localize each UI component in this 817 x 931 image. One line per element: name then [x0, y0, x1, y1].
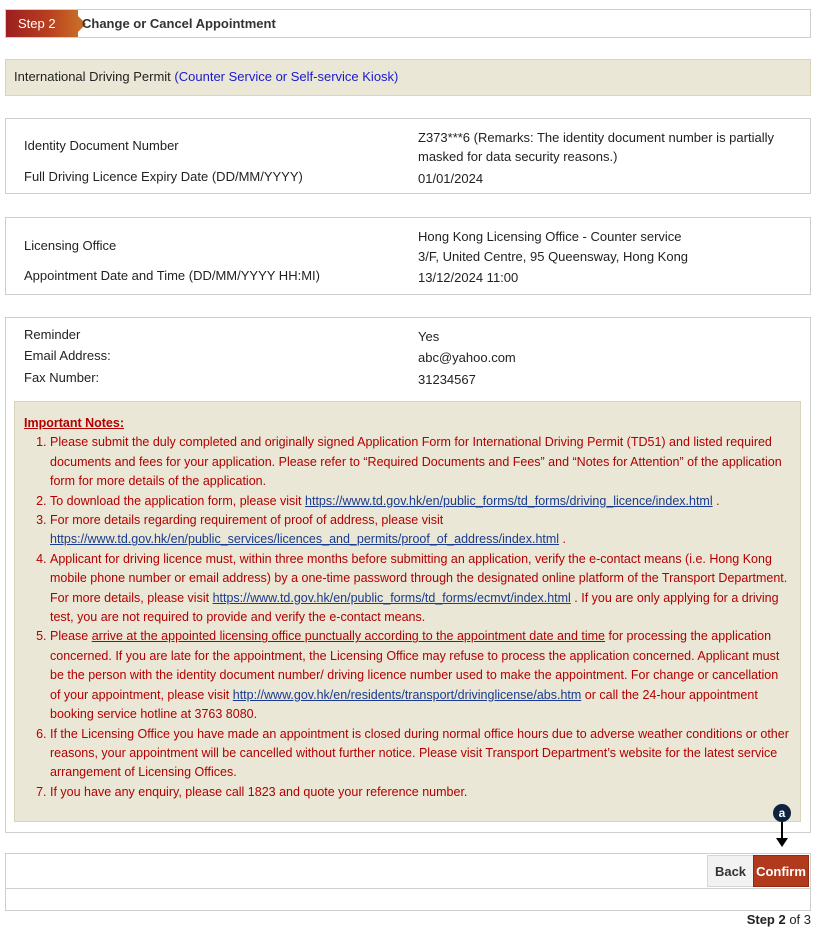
office-label: Licensing Office: [24, 238, 117, 253]
reminder-value: Yes: [418, 329, 440, 344]
note-item: 3. For more details regarding requirement of proof of address, please visit https://www.td.gov.hk/en/public_services/licences_and_permits/proof_of_address/index.html .: [50, 511, 790, 550]
email-value: abc@yahoo.com: [418, 350, 516, 365]
note-item: 5. Please arrive at the appointed licensing office punctually according to the appointment date and time for processing the application concerned. If you are late for the appointment, the Licensing Office may refuse to process the application concerned. Applicant must be the person with the identity document number/ driving licence number used to make the appointment. For change or cancellation of your appointment, please visit http://www.gov.hk/en/residents/transport/drivinglicense/abs.htm or call the 24-hour appointment booking service hotline at 3763 8080.: [50, 627, 790, 724]
reminder-label: Reminder: [24, 327, 81, 342]
service-bar: [5, 59, 811, 96]
page-title: Change or Cancel Appointment: [82, 16, 276, 31]
arrow-down-icon: [776, 838, 788, 847]
notes-list: [24, 433, 790, 802]
datetime-label: Appointment Date and Time (DD/MM/YYYY HH:MI): [24, 268, 320, 283]
service-mode: (Counter Service or Self-service Kiosk): [174, 69, 399, 84]
booking-service-link[interactable]: http://www.gov.hk/en/residents/transport/drivinglicense/abs.htm: [232, 687, 582, 702]
button-bar: [5, 853, 811, 889]
step-header: [5, 9, 811, 38]
service-name: International Driving Permit: [14, 69, 171, 84]
expiry-label: Full Driving Licence Expiry Date (DD/MM/YYYY): [24, 169, 303, 184]
notes-title: Important Notes:: [24, 416, 124, 430]
fax-label: Fax Number:: [24, 370, 100, 385]
note-item: 2. To download the application form, please visit https://www.td.gov.hk/en/public_forms/td_forms/driving_licence/index.html .: [50, 492, 790, 511]
identity-panel: [5, 118, 811, 194]
note-item: 7. If you have any enquiry, please call 1823 and quote your reference number.: [50, 783, 790, 802]
important-notes: [14, 401, 801, 822]
note-item: 4. Applicant for driving licence must, within three months before submitting an application, verify the e-contact means (i.e. Hong Kong mobile phone number or email address) by a one-time password through the designated online platform of the Transport Department. For more details, please visit https://www.td.gov.hk/en/public_forms/td_forms/ecmvt/index.html . If you are only applying for a driving test, you are not required to provide and verify the e-contact means.: [50, 550, 790, 628]
datetime-value: 13/12/2024 11:00: [418, 270, 519, 285]
note-item: 1. Please submit the duly completed and originally signed Application Form for International Driving Permit (TD51) and listed required documents and fees for your application. Please refer to “Required Documents and Fees” and “Notes for Attention” of the application form for more details of the application.: [50, 433, 790, 491]
id-doc-label: Identity Document Number: [24, 138, 179, 153]
annotation-marker: a: [773, 804, 791, 822]
ecmvt-link[interactable]: https://www.td.gov.hk/en/public_forms/td_forms/ecmvt/index.html: [212, 590, 571, 605]
step-progress: Step 2 of 3: [746, 912, 811, 927]
office-value-1: Hong Kong Licensing Office - Counter service: [418, 229, 682, 244]
expiry-value: 01/01/2024: [418, 171, 484, 186]
step-tag: Step 2: [6, 10, 78, 37]
back-button[interactable]: Back: [707, 855, 754, 887]
application-form-link[interactable]: https://www.td.gov.hk/en/public_forms/td_forms/driving_licence/index.html: [305, 493, 713, 508]
proof-of-address-link[interactable]: https://www.td.gov.hk/en/public_services/licences_and_permits/proof_of_address/index.html: [50, 532, 560, 547]
fax-value: 31234567: [418, 372, 476, 387]
id-doc-value: Z373***6 (Remarks: The identity document number is partially masked for data security reasons.): [418, 130, 774, 164]
office-value-2: 3/F, United Centre, 95 Queensway, Hong Kong: [418, 249, 689, 264]
email-label: Email Address:: [24, 348, 111, 363]
form-footer: [5, 889, 811, 911]
confirm-button[interactable]: Confirm: [753, 855, 809, 887]
note-item: 6. If the Licensing Office you have made an appointment is closed during normal office hours due to adverse weather conditions or other reasons, your appointment will be cancelled without further notice. Please visit Transport Department’s website for the latest service arrangement of Licensing Offices.: [50, 725, 790, 783]
appointment-panel: [5, 217, 811, 295]
